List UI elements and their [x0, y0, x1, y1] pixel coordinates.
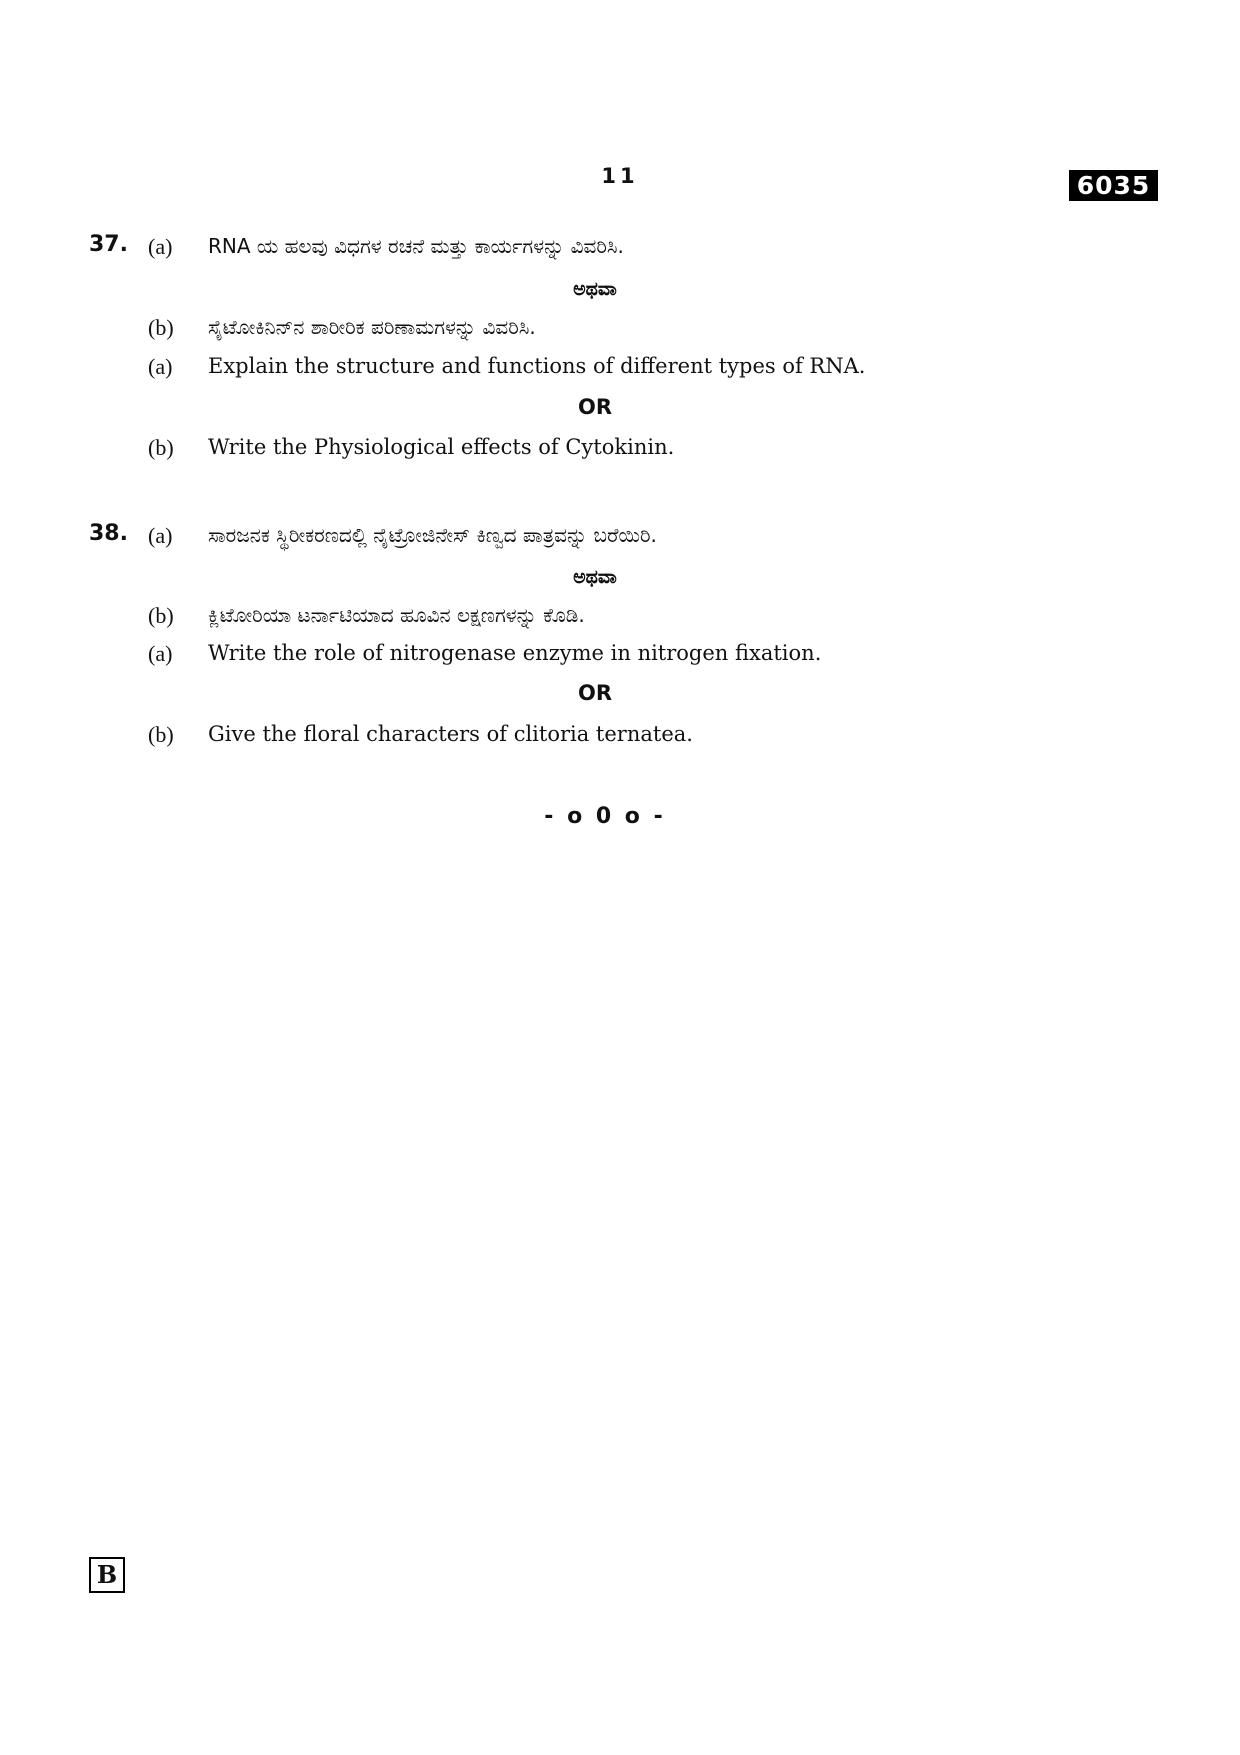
version-box: B	[89, 1557, 125, 1593]
question-number: 37.	[89, 232, 128, 257]
option-label: (a)	[148, 641, 173, 666]
or-label: OR	[577, 681, 613, 705]
question-text-english-b: Write the Physiological effects of Cytokinin.	[208, 435, 675, 459]
option-label: (b)	[148, 435, 174, 460]
option-label: (a)	[148, 354, 173, 379]
question-text-kannada-a: RNA ಯ ಹಲವು ವಿಧಗಳ ರಚನೆ ಮತ್ತು ಕಾರ್ಯಗಳನ್ನು ವಿವರಿಸಿ.	[208, 234, 624, 258]
end-of-paper-mark: - o 0 o -	[544, 804, 666, 829]
question-number: 38.	[89, 521, 128, 546]
option-label: (b)	[148, 722, 174, 747]
option-label: (b)	[148, 315, 174, 340]
or-label-kannada: ಅಥವಾ	[573, 566, 617, 588]
page-number: 11	[601, 164, 639, 188]
option-label: (b)	[148, 603, 174, 628]
question-text-english-b: Give the floral characters of clitoria ternatea.	[208, 722, 693, 746]
paper-code-badge: 6035	[1069, 170, 1158, 201]
question-text-english-a: Explain the structure and functions of different types of RNA.	[208, 354, 866, 378]
question-text-kannada-b: ಸೈಟೋಕಿನಿನ್‌ನ ಶಾರೀರಿಕ ಪರಿಣಾಮಗಳನ್ನು ವಿವರಿಸಿ.	[208, 315, 536, 339]
question-text-english-a: Write the role of nitrogenase enzyme in nitrogen fixation.	[208, 641, 822, 665]
or-label: OR	[577, 395, 613, 419]
or-label-kannada: ಅಥವಾ	[573, 278, 617, 300]
option-label: (a)	[148, 523, 173, 548]
option-label: (a)	[148, 234, 173, 259]
question-text-kannada-a: ಸಾರಜನಕ ಸ್ಥಿರೀಕರಣದಲ್ಲಿ ನೈಟ್ರೋಜಿನೇಸ್ ಕಿಣ್ವದ ಪಾತ್ರವನ್ನು ಬರೆಯಿರಿ.	[208, 523, 657, 547]
question-text-kannada-b: ಕ್ಲಿಟೋರಿಯಾ ಟರ್ನಾಟಿಯಾದ ಹೂವಿನ ಲಕ್ಷಣಗಳನ್ನು ಕೊಡಿ.	[208, 603, 585, 627]
